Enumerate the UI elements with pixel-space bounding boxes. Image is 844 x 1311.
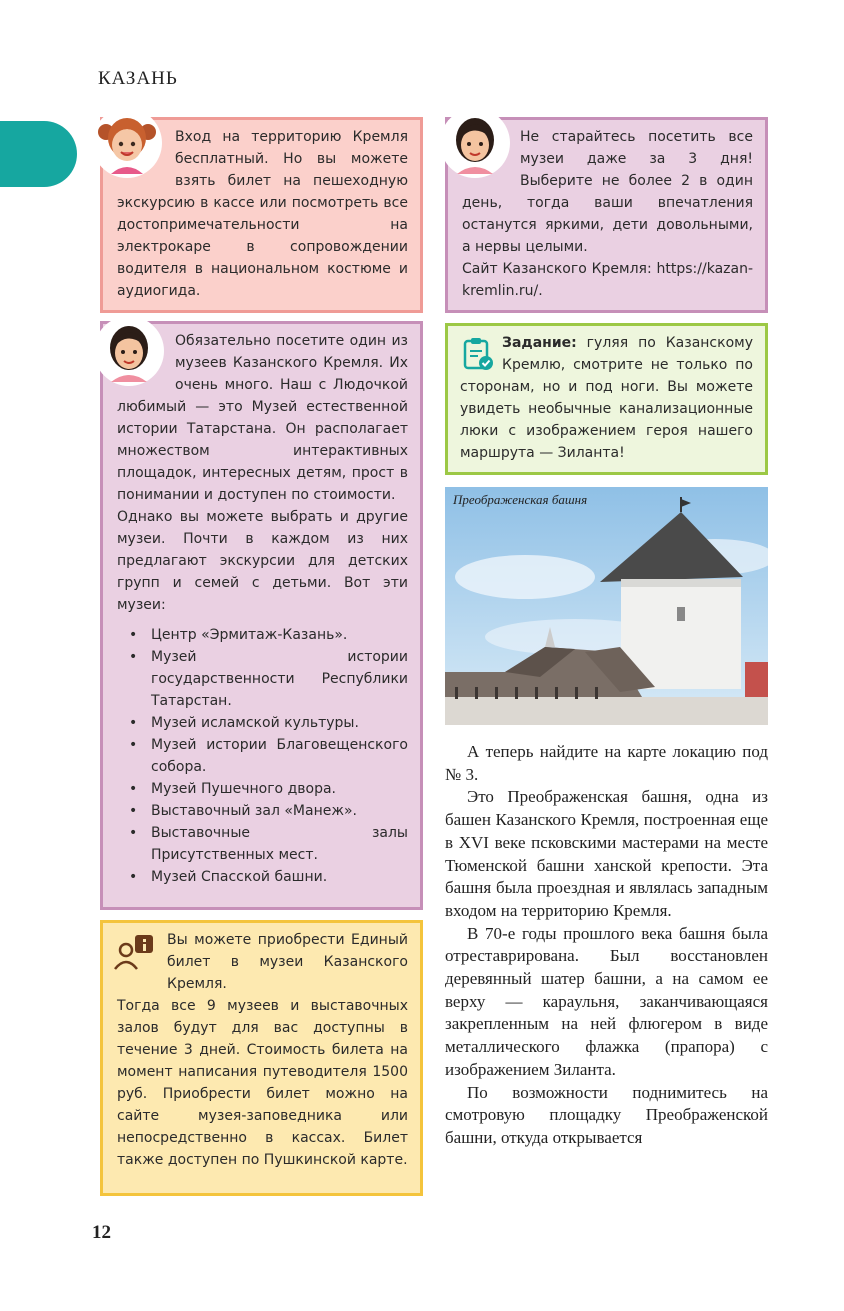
tower-photo <box>445 487 768 725</box>
list-item: • Музей истории государственности Республики Татарстан. <box>117 646 408 712</box>
tip-entry-text: Вход на территорию Кремля бесплатный. Но вы можете взять билет на пешеходную экскурсию в кассе или посмотреть все достопримечательности на электрокаре в сопровождении водителя в национальном костюме и аудиогида. <box>117 129 408 299</box>
task-text <box>460 332 753 464</box>
article-paragraph: Это Преображенская башня, одна из башен Казанского Кремля, построенная еще в XVI веке псковскими мастерами на месте Тюменской башни ханской крепости. Эта башня была проездная и являлась западным входом на территорию Кремля. <box>445 787 768 920</box>
info-person-icon <box>113 933 157 973</box>
list-item: • Центр «Эрмитаж-Казань». <box>117 624 408 646</box>
avatar-girl-pigtails <box>92 108 162 178</box>
kremlin-site-link[interactable]: Сайт Казанского Кремля: https://kazan-kremlin.ru/. <box>462 261 753 299</box>
list-item: • Музей Спасской башни. <box>117 866 408 888</box>
article-paragraph: В 70-е годы прошлого века башня была отреставрирована. Был восстановлен деревянный шатер башни, а на самом ее верху — карaульня, заканчивающаяся закрепленным на ней флюгером в виде металлического флажка (прапора) с изображением Зиланта. <box>445 923 768 1079</box>
avatar-woman <box>440 108 510 178</box>
article-paragraph: По возможности поднимитесь на смотровую площадку Преображенской башни, откуда открывается <box>445 1082 768 1147</box>
list-item: • Музей истории Благовещенского собора. <box>117 734 408 778</box>
task-body: гуляя по Казанскому Кремлю, смотрите не только по сторонам, но и под ноги. Вы можете увидеть необычные канализационные люки с изображением героя нашего маршрута — Зиланта! <box>460 335 753 461</box>
woman-avatar-icon <box>99 320 159 382</box>
tip-visit-museums-box <box>100 321 423 910</box>
section-header: КАЗАНЬ <box>98 68 178 89</box>
article-paragraph: А теперь найдите на карте локацию под № 3. <box>445 742 768 784</box>
tip-visit-intro: Обязательно посетите один из музеев Казанского Кремля. Их очень много. Наш с Людочкой любимый — это Музей естественной истории Татарстана. Он располагает множеством интерактивных площадок, интересных детям, прост в понимании и доступен по стоимости. <box>117 333 408 503</box>
clipboard-check-icon <box>460 336 496 372</box>
list-item: • Выставочный зал «Манеж». <box>117 800 408 822</box>
task-box <box>445 323 768 475</box>
tip-ticket-text-2: Тогда все 9 музеев и выставочных залов будут для вас доступны в течение 3 дней. Стоимость билета на момент написания путеводителя 1500 руб. Приобрести билет можно на сайте музея-заповедника или непосредственно в кассах. Билет также доступен по Пушкинской карте. <box>117 998 408 1168</box>
tip-ticket-text-1: Вы можете приобрести Единый билет в музеи Казанского Кремля. <box>167 932 408 992</box>
list-item: • Музей исламской культуры. <box>117 712 408 734</box>
task-label: Задание: <box>502 335 577 351</box>
list-item: • Музей Пушечного двора. <box>117 778 408 800</box>
tip-ticket-box <box>100 920 423 1196</box>
avatar-woman-2 <box>94 316 164 386</box>
girl-pigtails-icon <box>97 112 157 174</box>
preobrazhenskaya-tower-image <box>445 487 768 725</box>
museum-list <box>117 624 408 888</box>
woman-avatar-icon <box>445 112 505 174</box>
tip-museums-limit-text: Не старайтесь посетить все музеи даже за 3 дня! Выберите не более 2 в один день, тогда ваши впечатления останутся яркими, дети довольными, а нервы целыми. <box>462 129 753 255</box>
article <box>445 741 768 1150</box>
list-item: • Выставочные залы Присутственных мест. <box>117 822 408 866</box>
chapter-tab <box>0 121 77 187</box>
page-number: 12 <box>92 1222 111 1243</box>
photo-caption: Преображенская башня <box>453 492 588 507</box>
tip-visit-more: Однако вы можете выбрать и другие музеи. Почти в каждом из них предлагают экскурсии для детских групп и семей с детьми. Вот эти музеи: <box>117 509 408 613</box>
